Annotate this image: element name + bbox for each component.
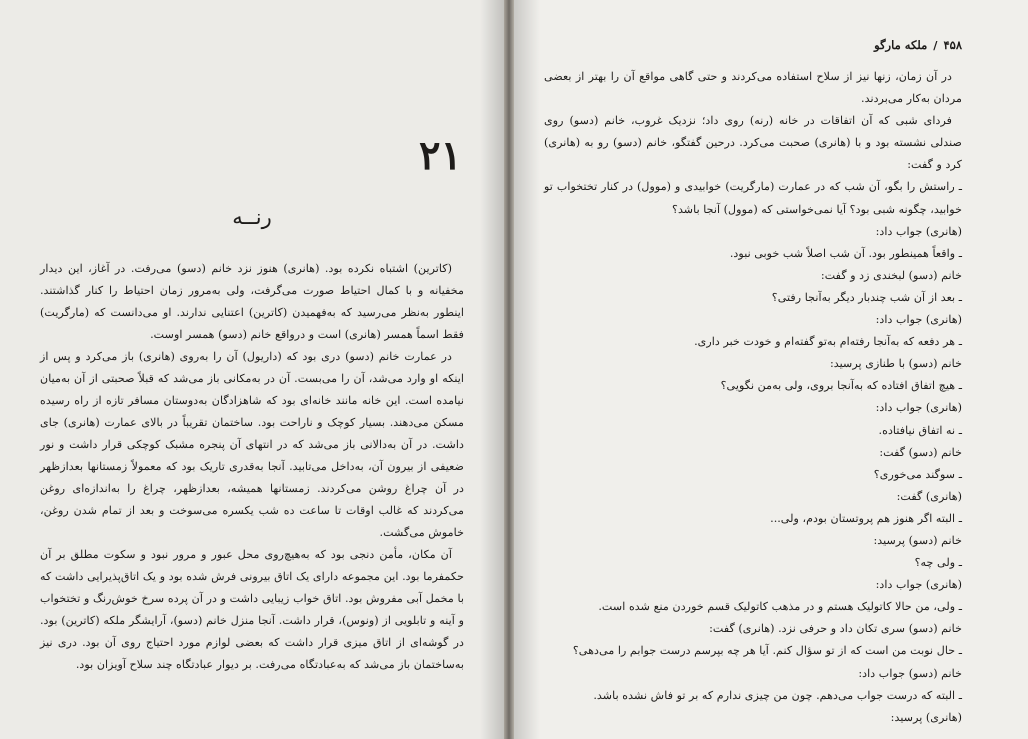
text-line: در آن زمان، زنها نیز از سلاح استفاده می‌کردند و حتی گاهی مواقع آن را بهتر از بعضی مردان به‌کار می‌بردند. bbox=[544, 70, 962, 106]
book-title: ملکه مارگو bbox=[874, 38, 928, 52]
text-line: (هانری) جواب داد: bbox=[875, 224, 962, 238]
text-line: (هانری) جواب داد: bbox=[875, 401, 962, 415]
left-page-body bbox=[40, 258, 464, 676]
text-line: خانم (دسو) سری تکان داد و حرفی نزد. (هانری) گفت: bbox=[709, 622, 962, 636]
text-line: ـ هر دفعه که به‌آنجا رفته‌ام به‌تو گفته‌ام و خودت خبر داری. bbox=[694, 335, 962, 349]
text-line: ـ هیچ اتفاق افتاده که به‌آنجا بروی، ولی به‌من نگویی؟ bbox=[720, 379, 962, 393]
text-line: ـ بعد از آن شب چندبار دیگر به‌آنجا رفتی؟ bbox=[771, 290, 962, 304]
text-line: ـ البته که درست جواب می‌دهم. چون من چیزی ندارم که بر تو فاش نشده باشد. bbox=[593, 688, 962, 702]
chapter-title: رنــه bbox=[232, 205, 272, 229]
chapter-number: ۲۱ bbox=[419, 132, 462, 179]
paragraph: در عمارت خانم (دسو) دری بود که (داریول) آن را به‌روی (هانری) باز می‌کرد و پس از اینکه او وارد می‌شد، آن را می‌بست. آن در به‌مکانی باز می‌شد که قبلاً صحبتی از آن به‌میان نیامده است. این خانه مانند خانه‌ای بود که شاهزادگان به‌دوستان مسافر تازه از راه رسیده مسکن می‌دهند. بسیار کوچک و ناراحت بود. ساختمان تقریباً در بالای عمارت (هانری) جای داشت. در آن به‌دالانی باز می‌شد که در انتهای آن پنجره مشبک کوچکی قرار داشت و نور ضعیفی از بیرون آن، به‌داخل می‌تابید. آنجا به‌قدری تاریک بود که معمولاً زمستانها بعدازظهر در آن چراغ روشن می‌کردند. زمستانها همیشه، بعدازظهر، چراغ را به‌اندازه‌ای روغن می‌کردند که غالب اوقات تا ساعت ده شب یکسره می‌سوخت و بعد از تمام شدن روغن، خاموش می‌گشت. bbox=[40, 350, 464, 539]
text-line: خانم (دسو) با طنازی پرسید: bbox=[829, 357, 962, 371]
text-line: (هانری) گفت: bbox=[896, 489, 962, 503]
text-line: ـ حال نوبت من است که از تو سؤال کنم. آیا هر چه بپرسم درست جوابم را می‌دهی؟ bbox=[572, 644, 962, 658]
text-line: (هانری) پرسید: bbox=[890, 710, 962, 724]
header-separator: / bbox=[933, 38, 938, 52]
page-number: ۴۵۸ bbox=[943, 38, 962, 52]
paragraph: آن مکان، مأمن دنجی بود که به‌هیچ‌روی محل عبور و مرور نبود و سکوت مطلق بر آن حکمفرما بود. این مجموعه دارای یک اتاق بیرونی فرش شده بود و یک اتاق‌پذیرایی داشت که با مخمل آبی مفروش بود. اتاق خواب زیبایی داشت و در آن پرده سرخ خوش‌رنگ و تختخواب و آینه و تابلویی از (ونوس)، قرار داشت. آنجا منزل خانم (دسو)، آرایشگر ملکه (کاترین) بود. در گوشه‌ای از اتاق میزی قرار داشت که بعضی لوازم مورد احتیاج روی آن بود. دری نیز به‌ساختمان باز می‌شد که به‌عبادتگاه می‌رفت. بر دیوار عبادتگاه چند سلاح آویزان بود. bbox=[40, 548, 464, 671]
text-line: خانم (دسو) گفت: bbox=[879, 445, 962, 459]
text-line: (هانری) جواب داد: bbox=[875, 313, 962, 327]
text-line: ـ البته اگر هنوز هم پروتستان بودم، ولی... bbox=[770, 511, 962, 525]
running-header bbox=[868, 38, 962, 52]
left-page bbox=[0, 0, 504, 739]
right-page bbox=[514, 0, 1028, 739]
book-gutter bbox=[504, 0, 514, 739]
text-line: ـ ولی، من حالا کاتولیک هستم و در مذهب کاتولیک قسم خوردن منع شده است. bbox=[598, 600, 962, 614]
paragraph: (کاترین) اشتباه نکرده بود. (هانری) هنوز نزد خانم (دسو) می‌رفت. در آغاز، این دیدار مخفیانه و با کمال احتیاط صورت می‌گرفت، ولی به‌مرور زمان احتیاط را کنار گذاشتند. اینطور به‌نظر می‌رسید که به‌فهمیدن (کاترین) اعتنایی ندارند. او می‌دانست که (مارگریت) فقط اسماً همسر (هانری) است و درواقع خانم (دسو) همسر اوست. bbox=[40, 262, 464, 341]
text-line: ـ واقعاً همینطور بود. آن شب اصلاً شب خوبی نبود. bbox=[729, 246, 962, 260]
text-line: خانم (دسو) جواب داد: bbox=[858, 666, 962, 680]
text-line: ـ راستش را بگو، آن شب که در عمارت (مارگریت) خوابیدی و (موول) در کنار تختخواب تو خوابید، چگونه شبی بود؟ آیا نمی‌خواستی که (موول) آنجا باشد؟ bbox=[544, 180, 962, 216]
right-page-body bbox=[544, 66, 962, 729]
text-line: (هانری) جواب داد: bbox=[875, 578, 962, 592]
text-line: ـ نه اتفاق نیافتاده. bbox=[878, 423, 962, 437]
text-line: ـ ولی چه؟ bbox=[914, 556, 962, 570]
text-line: خانم (دسو) پرسید: bbox=[873, 533, 962, 547]
text-line: خانم (دسو) لبخندی زد و گفت: bbox=[820, 268, 962, 282]
text-line: فردای شبی که آن اتفاقات در خانه (رنه) روی داد؛ نزدیک غروب، خانم (دسو) روی صندلی نشسته بود و با (هانری) صحبت می‌کرد. درحین گفتگو، خانم (دسو) رو به (هانری) کرد و گفت: bbox=[544, 114, 962, 172]
text-line: ـ سوگند می‌خوری؟ bbox=[873, 467, 962, 481]
